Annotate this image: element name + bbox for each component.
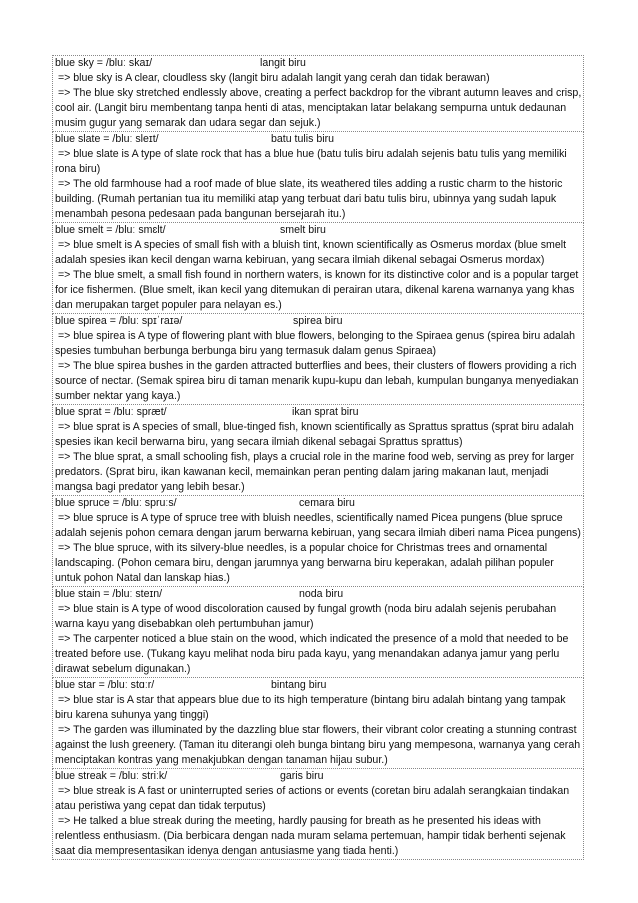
entry-headword: blue spruce = /bluː spruːs/ xyxy=(55,497,177,509)
vocabulary-entry xyxy=(52,314,584,405)
vocabulary-entry xyxy=(52,587,584,678)
entry-definition: => blue star is A star that appears blue due to its high temperature (bintang biru adalah bintang yang tampak biru karena suhunya yang tinggi) xyxy=(55,694,569,721)
vocabulary-entry xyxy=(52,132,584,223)
entry-headword: blue smelt = /bluː smɛlt/ xyxy=(55,224,166,236)
entry-headword: blue stain = /bluː steɪn/ xyxy=(55,588,163,600)
entry-header xyxy=(53,587,583,602)
entry-headword: blue streak = /bluː striːk/ xyxy=(55,770,168,782)
entry-definition: => blue stain is A type of wood discoloration caused by fungal growth (noda biru adalah sejenis perubahan warna kayu yang disebabkan oleh pertumbuhan jamur) xyxy=(55,603,560,630)
entry-example: => He talked a blue streak during the meeting, hardly pausing for breath as he presented his ideas with relentless enthusiasm. (Dia berbicara dengan nada muram selama pertemuan, hampir tidak berhenti sejenak saat dia mempresentasikan idenya dengan antusiasme yang tiada henti.) xyxy=(55,815,569,857)
entry-header xyxy=(53,132,583,147)
entry-definition: => blue smelt is A species of small fish with a bluish tint, known scientifically as Osmerus mordax (blue smelt adalah spesies ikan kecil dengan warna kebiruan, yang secara ilmiah dikenal sebagai Osmerus mordax) xyxy=(55,239,570,266)
entry-example: => The carpenter noticed a blue stain on the wood, which indicated the presence of a mold that needed to be treated before use. (Tukang kayu melihat noda biru pada kayu, yang menandakan adanya jamur yang perlu dirawat sebelum digunakan.) xyxy=(55,633,572,675)
entry-translation: smelt biru xyxy=(280,224,326,236)
entry-definition: => blue spirea is A type of flowering plant with blue flowers, belonging to the Spiraea genus (spirea biru adalah spesies tumbuhan berbunga berbunga biru yang termasuk dalam genus Spiraea) xyxy=(55,330,578,357)
entry-definition: => blue sprat is A species of small, blue-tinged fish, known scientifically as Sprattus sprattus (sprat biru adalah spesies ikan kecil berwarna biru, yang secara ilmiah dikenal sebagai Sprattus sprattus) xyxy=(55,421,577,448)
entry-definition: => blue slate is A type of slate rock that has a blue hue (batu tulis biru adalah sejenis batu tulis yang memiliki rona biru) xyxy=(55,148,570,175)
entry-translation: noda biru xyxy=(299,588,344,600)
vocabulary-entry xyxy=(52,55,584,132)
entry-header xyxy=(53,769,583,784)
vocabulary-entry xyxy=(52,678,584,769)
entry-headword: blue sky = /bluː skaɪ/ xyxy=(55,57,153,69)
entry-example: => The blue smelt, a small fish found in northern waters, is known for its distinctive color and is a popular target for ice fishermen. (Blue smelt, ikan kecil yang ditemukan di perairan utara, dikenal karena warnanya yang khas dan merupakan target populer para nelayan es.) xyxy=(55,269,582,311)
entry-example: => The old farmhouse had a roof made of blue slate, its weathered tiles adding a rustic charm to the historic building. (Rumah pertanian tua itu memiliki atap yang terbuat dari batu tulis biru, ubinnya yang sudah lapuk menambah pesona pedesaan pada bangunan bersejarah itu.) xyxy=(55,178,566,220)
entry-example: => The blue spirea bushes in the garden attracted butterflies and bees, their clusters of flowers providing a rich source of nectar. (Semak spirea biru di taman menarik kupu-kupu dan lebah, kumpulan bunganya menyediakan sumber nektar yang kaya.) xyxy=(55,360,582,402)
entry-translation: bintang biru xyxy=(271,679,327,691)
vocabulary-entry xyxy=(52,223,584,314)
entry-headword: blue sprat = /bluː spræt/ xyxy=(55,406,167,418)
entry-headword: blue slate = /bluː sleɪt/ xyxy=(55,133,159,145)
entry-example: => The blue spruce, with its silvery-blue needles, is a popular choice for Christmas trees and ornamental landscaping. (Pohon cemara biru, dengan jarumnya yang berwarna biru keperakan, adalah pilihan populer untuk pohon Natal dan lanskap hias.) xyxy=(55,542,557,584)
entry-translation: ikan sprat biru xyxy=(292,406,359,418)
entry-header xyxy=(53,678,583,693)
entry-header xyxy=(53,56,583,71)
entry-header xyxy=(53,314,583,329)
entry-headword: blue spirea = /bluː spɪˈraɪə/ xyxy=(55,315,183,327)
vocabulary-list xyxy=(52,55,584,860)
entry-translation: langit biru xyxy=(260,57,306,69)
entry-header xyxy=(53,405,583,420)
entry-translation: spirea biru xyxy=(293,315,343,327)
entry-header xyxy=(53,496,583,511)
vocabulary-entry xyxy=(52,496,584,587)
entry-definition: => blue streak is A fast or uninterrupted series of actions or events (coretan biru adalah serangkaian tindakan atau peristiwa yang cepat dan tidak terputus) xyxy=(55,785,573,812)
entry-headword: blue star = /bluː stɑːr/ xyxy=(55,679,155,691)
entry-translation: garis biru xyxy=(280,770,324,782)
entry-definition: => blue sky is A clear, cloudless sky (langit biru adalah langit yang cerah dan tidak berawan) xyxy=(55,72,490,84)
entry-definition: => blue spruce is A type of spruce tree with bluish needles, scientifically named Picea pungens (blue spruce adalah sejenis pohon cemara dengan jarum berwarna kebiruan, yang secara ilmiah diberi nama Picea pungens) xyxy=(55,512,581,539)
vocabulary-entry xyxy=(52,405,584,496)
entry-translation: batu tulis biru xyxy=(271,133,335,145)
entry-example: => The blue sprat, a small schooling fish, plays a crucial role in the marine food web, serving as prey for larger predators. (Sprat biru, ikan kawanan kecil, memainkan peran penting dalam jaring makanan laut, menjadi mangsa bagi predator yang lebih besar.) xyxy=(55,451,578,493)
vocabulary-entry xyxy=(52,769,584,860)
entry-header xyxy=(53,223,583,238)
entry-translation: cemara biru xyxy=(299,497,355,509)
entry-example: => The garden was illuminated by the dazzling blue star flowers, their vibrant color creating a stunning contrast against the lush greenery. (Taman itu diterangi oleh bunga bintang biru yang mempesona, warnanya yang cerah menciptakan kontras yang menakjubkan dengan tanaman hijau subur.) xyxy=(55,724,584,766)
entry-example: => The blue sky stretched endlessly above, creating a perfect backdrop for the vibrant autumn leaves and crisp, cool air. (Langit biru membentang tanpa henti di atas, menciptakan latar belakang sempurna untuk dedaunan musim gugur yang semarak dan udara segar dan sejuk.) xyxy=(55,87,585,129)
